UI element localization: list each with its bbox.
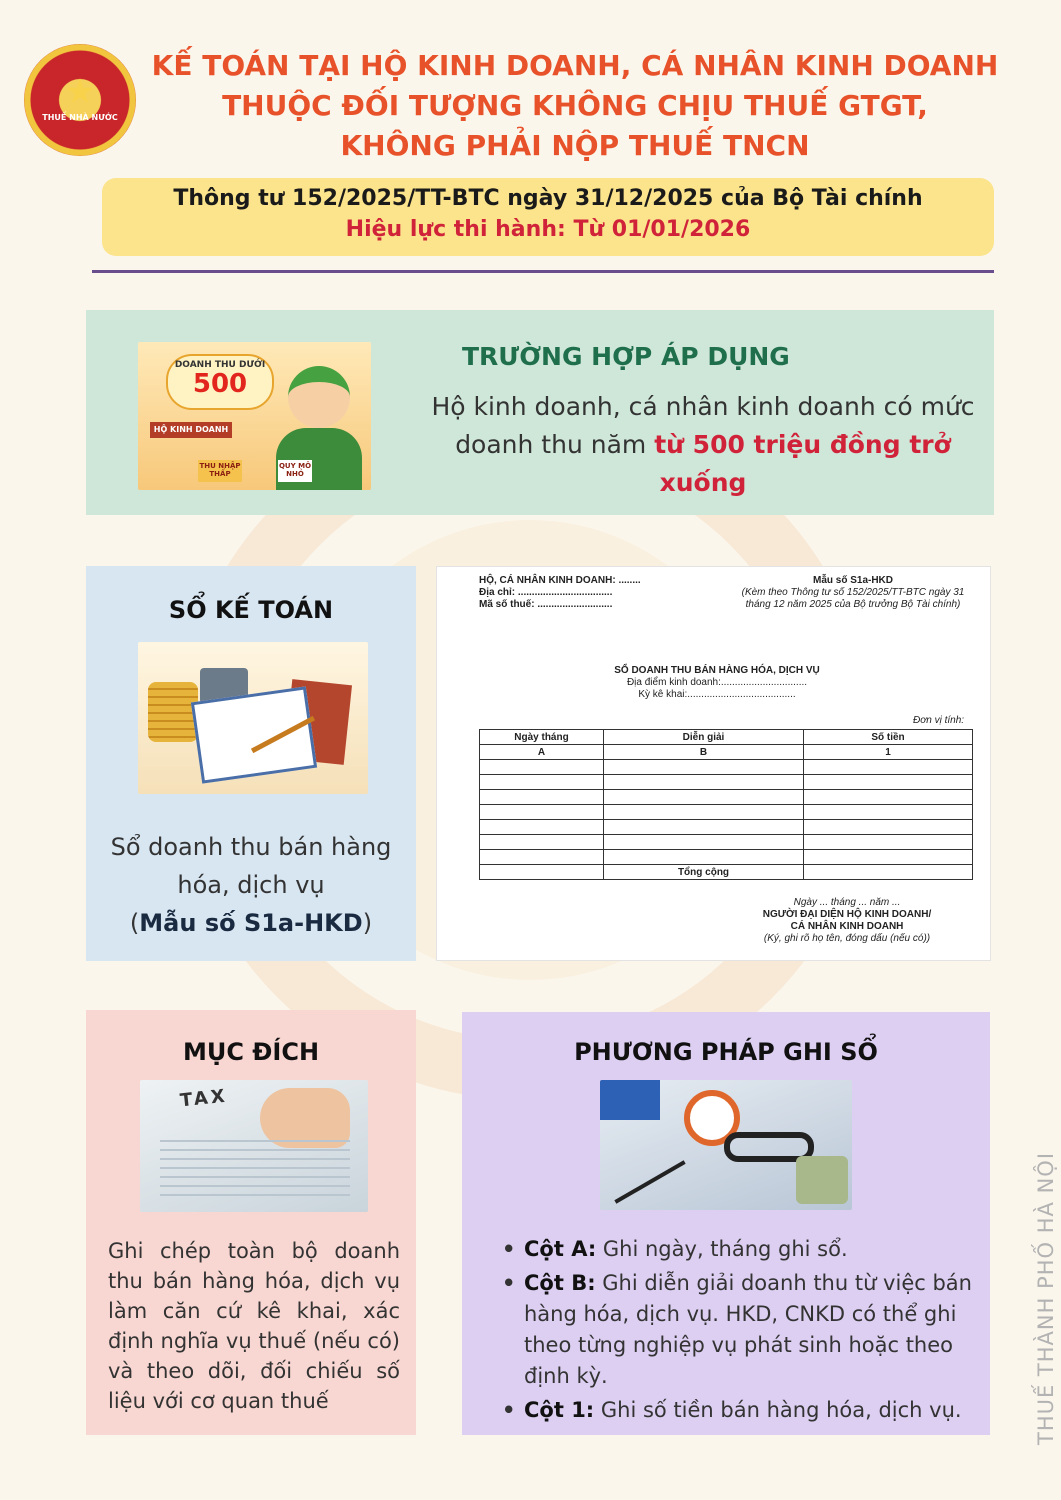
side-credit: THUẾ THÀNH PHỐ HÀ NỘI <box>1034 1151 1058 1445</box>
form-table-codes <box>480 745 973 760</box>
form-signer-line-1: NGƯỜI ĐẠI DIỆN HỘ KINH DOANH/ <box>762 909 932 920</box>
form-table-header <box>480 730 973 745</box>
small-scale-tag: QUY MÔ NHỎ <box>278 460 312 482</box>
column-1-text: Ghi số tiền bán hàng hóa, dịch vụ. <box>594 1398 962 1422</box>
section-divider <box>92 270 994 273</box>
hand-icon <box>260 1088 350 1148</box>
ledger-books-illustration <box>138 642 368 794</box>
table-row <box>480 775 973 790</box>
purpose-heading: MỤC ĐÍCH <box>182 1038 320 1066</box>
form-signer-line-2: CÁ NHÂN KINH DOANH <box>790 921 904 932</box>
column-a-label: Cột A: <box>524 1237 597 1261</box>
method-list <box>502 1234 972 1429</box>
form-place: Địa điểm kinh doanh:............................... <box>626 677 808 688</box>
desk-accounting-illustration <box>600 1080 852 1210</box>
pen-icon <box>614 1160 685 1203</box>
money-roll-icon <box>796 1156 848 1204</box>
form-reference <box>733 575 973 611</box>
tax-form-lines <box>160 1140 350 1200</box>
column-a-text: Ghi ngày, tháng ghi sổ. <box>596 1237 848 1261</box>
form-signature-block <box>717 897 977 945</box>
code-1: 1 <box>804 745 973 760</box>
table-row <box>480 760 973 775</box>
list-item <box>502 1234 972 1265</box>
book-name: Sổ doanh thu bán hàng hóa, dịch vụ <box>110 833 392 899</box>
method-heading: PHƯƠNG PHÁP GHI SỔ <box>574 1038 878 1066</box>
form-address: Địa chỉ: .................................. <box>479 587 613 598</box>
shopkeeper-head <box>288 366 350 428</box>
column-description: Diễn giải <box>604 730 804 745</box>
accounting-book-text <box>86 828 416 942</box>
effective-date-text: Hiệu lực thi hành: Từ 01/01/2026 <box>345 217 751 242</box>
badge-caption: DOANH THU DƯỚI <box>174 360 266 370</box>
applicability-text-plain: Hộ kinh doanh, cá nhân kinh doanh có mức doanh thu năm <box>431 392 975 459</box>
table-row <box>480 805 973 820</box>
logo-label: THUẾ NHÀ NƯỚC <box>42 113 118 122</box>
regulation-banner <box>102 178 994 256</box>
applicability-text-highlight: từ 500 triệu đồng trở xuống <box>654 430 951 497</box>
form-total-row <box>480 865 973 880</box>
form-number: Mẫu số S1a-HKD <box>812 575 893 586</box>
paren-open: ( <box>129 909 140 937</box>
column-date: Ngày tháng <box>480 730 604 745</box>
tax-form-writing-illustration <box>140 1080 368 1212</box>
list-item <box>502 1395 972 1426</box>
notebook-icon <box>191 686 317 783</box>
purpose-card <box>86 1010 416 1435</box>
paren-close: ) <box>362 909 373 937</box>
purpose-text: Ghi chép toàn bộ doanh thu bán hàng hóa, dịch vụ làm căn cứ kê khai, xác định nghĩa vụ thuế (nếu có) và theo dõi, đối chiếu số liệu với cơ quan thuế <box>108 1239 400 1413</box>
form-legal-note: (Kèm theo Thông tư số 152/2025/TT-BTC ngày 31 tháng 12 năm 2025 của Bộ trưởng Bộ Tài chính) <box>741 587 965 610</box>
column-b-label: Cột B: <box>524 1271 596 1295</box>
column-b-text: Ghi diễn giải doanh thu từ việc bán hàng hóa, dịch vụ. HKD, CNKD có thể ghi theo từng nghiệp vụ phát sinh hoặc theo định kỳ. <box>524 1271 972 1388</box>
applicability-text <box>426 388 980 502</box>
revenue-badge <box>166 354 274 410</box>
page-title <box>140 46 1010 166</box>
recording-method-card <box>462 1012 990 1435</box>
form-business-name: HỘ, CÁ NHÂN KINH DOANH: ........ <box>479 575 641 586</box>
accounting-book-card <box>86 566 416 961</box>
tax-label: TAX <box>179 1085 229 1112</box>
form-signer-note: (Ký, ghi rõ họ tên, đóng dấu (nếu có)) <box>763 933 931 944</box>
code-a: A <box>480 745 604 760</box>
star-icon: ★ <box>64 72 96 112</box>
badge-number: 500 <box>192 369 248 399</box>
coins-icon <box>148 682 198 742</box>
applicability-card <box>86 310 994 515</box>
regulation-text: Thông tư 152/2025/TT-BTC ngày 31/12/2025 của Bộ Tài chính <box>173 186 923 211</box>
accounting-book-heading: SỔ KẾ TOÁN <box>168 596 334 624</box>
applicability-heading: TRƯỜNG HỢP ÁP DỤNG <box>462 342 790 371</box>
form-table <box>479 729 973 880</box>
table-row <box>480 850 973 865</box>
column-amount: Số tiền <box>804 730 973 745</box>
form-date-line: Ngày ... tháng ... năm ... <box>793 897 901 908</box>
calculator-icon <box>600 1080 660 1120</box>
table-row <box>480 835 973 850</box>
form-code: Mẫu số S1a-HKD <box>139 909 363 937</box>
small-business-illustration <box>138 342 371 490</box>
form-period: Kỳ kê khai:....................................... <box>638 689 796 700</box>
title-line-3: KHÔNG PHẢI NỘP THUẾ TNCN <box>340 129 810 162</box>
tax-department-logo <box>24 44 136 156</box>
form-tax-code: Mã số thuế: ........................... <box>479 599 613 610</box>
total-label: Tổng cộng <box>604 865 804 880</box>
low-income-tag: THU NHẬP THẤP <box>198 460 242 482</box>
title-line-1: KẾ TOÁN TẠI HỘ KINH DOANH, CÁ NHÂN KINH DOANH <box>151 49 999 82</box>
form-title-block <box>557 665 877 701</box>
title-line-2: THUỘC ĐỐI TƯỢNG KHÔNG CHỊU THUẾ GTGT, <box>222 89 928 122</box>
column-1-label: Cột 1: <box>524 1398 595 1422</box>
list-item <box>502 1268 972 1392</box>
table-row <box>480 790 973 805</box>
code-b: B <box>604 745 804 760</box>
form-unit: Đơn vị tính: <box>913 715 965 726</box>
shop-sign: HỘ KINH DOANH <box>150 422 232 438</box>
form-s1a-hkd-preview <box>436 566 991 961</box>
form-business-info <box>479 575 641 611</box>
form-book-title: SỔ DOANH THU BÁN HÀNG HÓA, DỊCH VỤ <box>614 665 820 676</box>
table-row <box>480 820 973 835</box>
